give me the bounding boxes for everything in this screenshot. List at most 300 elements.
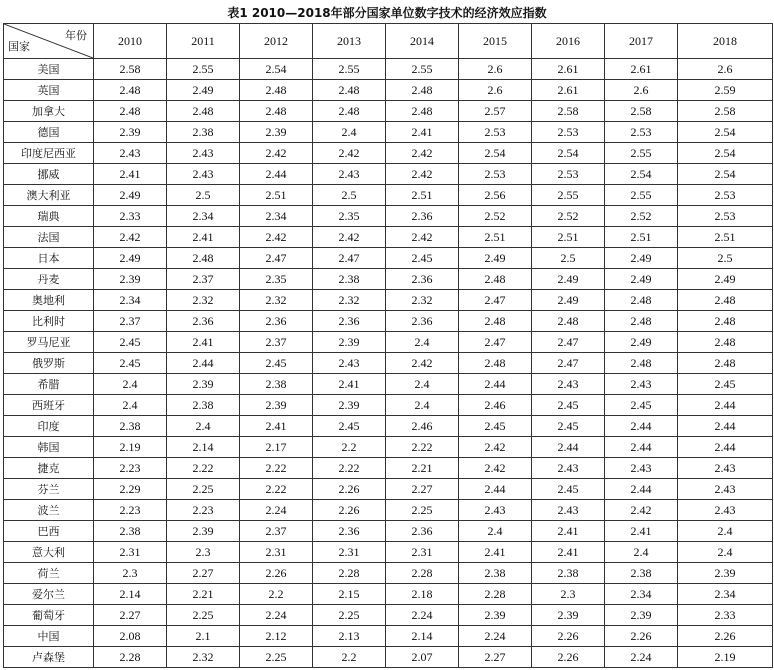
value-cell: 2.2 bbox=[313, 647, 386, 668]
table-row bbox=[4, 374, 773, 395]
value-cell: 2.48 bbox=[605, 290, 678, 311]
value-cell: 2.24 bbox=[240, 500, 313, 521]
value-cell: 2.38 bbox=[532, 563, 605, 584]
value-cell: 2.47 bbox=[313, 248, 386, 269]
table-row bbox=[4, 164, 773, 185]
value-cell: 2.51 bbox=[459, 227, 532, 248]
value-cell: 2.6 bbox=[605, 80, 678, 101]
value-cell: 2.42 bbox=[386, 143, 459, 164]
value-cell: 2.53 bbox=[678, 206, 773, 227]
value-cell: 2.39 bbox=[605, 605, 678, 626]
value-cell: 2.45 bbox=[532, 395, 605, 416]
country-cell: 荷兰 bbox=[4, 563, 94, 584]
value-cell: 2.43 bbox=[94, 143, 167, 164]
table-row bbox=[4, 248, 773, 269]
value-cell: 2.43 bbox=[605, 458, 678, 479]
table-row bbox=[4, 353, 773, 374]
value-cell: 2.27 bbox=[386, 479, 459, 500]
value-cell: 2.55 bbox=[313, 59, 386, 80]
value-cell: 2.36 bbox=[313, 521, 386, 542]
value-cell: 2.31 bbox=[240, 542, 313, 563]
value-cell: 2.51 bbox=[240, 185, 313, 206]
country-cell: 加拿大 bbox=[4, 101, 94, 122]
value-cell: 2.45 bbox=[313, 416, 386, 437]
year-header: 2014 bbox=[386, 24, 459, 59]
table-row bbox=[4, 479, 773, 500]
value-cell: 2.48 bbox=[459, 353, 532, 374]
country-cell: 罗马尼亚 bbox=[4, 332, 94, 353]
value-cell: 2.3 bbox=[94, 563, 167, 584]
value-cell: 2.41 bbox=[240, 416, 313, 437]
value-cell: 2.4 bbox=[94, 374, 167, 395]
value-cell: 2.51 bbox=[532, 227, 605, 248]
value-cell: 2.42 bbox=[313, 227, 386, 248]
value-cell: 2.26 bbox=[532, 647, 605, 668]
value-cell: 2.12 bbox=[240, 626, 313, 647]
value-cell: 2.26 bbox=[678, 626, 773, 647]
value-cell: 2.34 bbox=[240, 206, 313, 227]
country-cell: 葡萄牙 bbox=[4, 605, 94, 626]
value-cell: 2.38 bbox=[605, 563, 678, 584]
table-row bbox=[4, 605, 773, 626]
table-row bbox=[4, 59, 773, 80]
value-cell: 2.44 bbox=[240, 164, 313, 185]
value-cell: 2.36 bbox=[240, 311, 313, 332]
value-cell: 2.42 bbox=[386, 227, 459, 248]
value-cell: 2.37 bbox=[240, 332, 313, 353]
value-cell: 2.49 bbox=[94, 248, 167, 269]
country-cell: 日本 bbox=[4, 248, 94, 269]
value-cell: 2.48 bbox=[94, 80, 167, 101]
value-cell: 2.26 bbox=[313, 500, 386, 521]
value-cell: 2.22 bbox=[167, 458, 240, 479]
value-cell: 2.28 bbox=[94, 647, 167, 668]
value-cell: 2.43 bbox=[678, 500, 773, 521]
country-cell: 德国 bbox=[4, 122, 94, 143]
value-cell: 2.43 bbox=[532, 500, 605, 521]
value-cell: 2.43 bbox=[313, 353, 386, 374]
value-cell: 2.59 bbox=[678, 80, 773, 101]
value-cell: 2.48 bbox=[678, 311, 773, 332]
table-row bbox=[4, 227, 773, 248]
country-cell: 瑞典 bbox=[4, 206, 94, 227]
value-cell: 2.32 bbox=[167, 647, 240, 668]
year-header-label: 年份 bbox=[65, 29, 87, 42]
country-cell: 丹麦 bbox=[4, 269, 94, 290]
value-cell: 2.48 bbox=[386, 80, 459, 101]
value-cell: 2.46 bbox=[386, 416, 459, 437]
value-cell: 2.42 bbox=[386, 353, 459, 374]
value-cell: 2.38 bbox=[240, 374, 313, 395]
value-cell: 2.42 bbox=[240, 143, 313, 164]
table-row bbox=[4, 143, 773, 164]
value-cell: 2.38 bbox=[167, 122, 240, 143]
value-cell: 2.14 bbox=[94, 584, 167, 605]
table-row bbox=[4, 101, 773, 122]
value-cell: 2.23 bbox=[167, 500, 240, 521]
table-row bbox=[4, 290, 773, 311]
table-row bbox=[4, 500, 773, 521]
year-header: 2017 bbox=[605, 24, 678, 59]
value-cell: 2.36 bbox=[167, 311, 240, 332]
table-row bbox=[4, 647, 773, 668]
table-row bbox=[4, 563, 773, 584]
value-cell: 2.41 bbox=[386, 122, 459, 143]
value-cell: 2.52 bbox=[459, 206, 532, 227]
country-cell: 波兰 bbox=[4, 500, 94, 521]
value-cell: 2.5 bbox=[167, 185, 240, 206]
value-cell: 2.38 bbox=[313, 269, 386, 290]
value-cell: 2.55 bbox=[167, 59, 240, 80]
value-cell: 2.25 bbox=[386, 500, 459, 521]
value-cell: 2.24 bbox=[386, 605, 459, 626]
value-cell: 2.43 bbox=[678, 479, 773, 500]
value-cell: 2.32 bbox=[240, 290, 313, 311]
value-cell: 2.48 bbox=[386, 101, 459, 122]
value-cell: 2.21 bbox=[386, 458, 459, 479]
value-cell: 2.4 bbox=[386, 332, 459, 353]
value-cell: 2.43 bbox=[313, 164, 386, 185]
value-cell: 2.35 bbox=[240, 269, 313, 290]
data-table bbox=[3, 23, 773, 668]
table-row bbox=[4, 395, 773, 416]
value-cell: 2.34 bbox=[94, 290, 167, 311]
table-row bbox=[4, 269, 773, 290]
value-cell: 2.22 bbox=[313, 458, 386, 479]
country-cell: 比利时 bbox=[4, 311, 94, 332]
value-cell: 2.3 bbox=[167, 542, 240, 563]
value-cell: 2.36 bbox=[386, 206, 459, 227]
value-cell: 2.54 bbox=[459, 143, 532, 164]
country-cell: 澳大利亚 bbox=[4, 185, 94, 206]
value-cell: 2.45 bbox=[459, 416, 532, 437]
value-cell: 2.61 bbox=[532, 59, 605, 80]
value-cell: 2.48 bbox=[313, 101, 386, 122]
value-cell: 2.51 bbox=[386, 185, 459, 206]
value-cell: 2.39 bbox=[313, 332, 386, 353]
value-cell: 2.48 bbox=[240, 101, 313, 122]
value-cell: 2.48 bbox=[678, 332, 773, 353]
value-cell: 2.25 bbox=[167, 605, 240, 626]
value-cell: 2.14 bbox=[386, 626, 459, 647]
value-cell: 2.48 bbox=[459, 311, 532, 332]
value-cell: 2.27 bbox=[94, 605, 167, 626]
country-cell: 希腊 bbox=[4, 374, 94, 395]
table-row bbox=[4, 626, 773, 647]
value-cell: 2.44 bbox=[678, 437, 773, 458]
value-cell: 2.48 bbox=[240, 80, 313, 101]
country-cell: 印度 bbox=[4, 416, 94, 437]
value-cell: 2.32 bbox=[167, 290, 240, 311]
value-cell: 2.41 bbox=[605, 521, 678, 542]
value-cell: 2.49 bbox=[459, 248, 532, 269]
value-cell: 2.38 bbox=[94, 521, 167, 542]
value-cell: 2.6 bbox=[459, 80, 532, 101]
value-cell: 2.4 bbox=[678, 542, 773, 563]
corner-header-cell bbox=[4, 24, 94, 59]
country-cell: 印度尼西亚 bbox=[4, 143, 94, 164]
value-cell: 2.32 bbox=[313, 290, 386, 311]
value-cell: 2.28 bbox=[459, 584, 532, 605]
year-header: 2015 bbox=[459, 24, 532, 59]
value-cell: 2.37 bbox=[167, 269, 240, 290]
value-cell: 2.21 bbox=[167, 584, 240, 605]
value-cell: 2.39 bbox=[313, 395, 386, 416]
country-cell: 俄罗斯 bbox=[4, 353, 94, 374]
country-cell: 韩国 bbox=[4, 437, 94, 458]
value-cell: 2.4 bbox=[678, 521, 773, 542]
country-cell: 卢森堡 bbox=[4, 647, 94, 668]
value-cell: 2.39 bbox=[678, 563, 773, 584]
value-cell: 2.4 bbox=[459, 521, 532, 542]
table-row bbox=[4, 80, 773, 101]
value-cell: 2.55 bbox=[605, 143, 678, 164]
value-cell: 2.53 bbox=[459, 164, 532, 185]
value-cell: 2.36 bbox=[313, 311, 386, 332]
value-cell: 2.58 bbox=[678, 101, 773, 122]
country-cell: 美国 bbox=[4, 59, 94, 80]
value-cell: 2.48 bbox=[678, 353, 773, 374]
value-cell: 2.49 bbox=[605, 332, 678, 353]
value-cell: 2.26 bbox=[313, 479, 386, 500]
value-cell: 2.33 bbox=[678, 605, 773, 626]
value-cell: 2.29 bbox=[94, 479, 167, 500]
value-cell: 2.48 bbox=[532, 311, 605, 332]
value-cell: 2.54 bbox=[678, 164, 773, 185]
value-cell: 2.2 bbox=[240, 584, 313, 605]
table-row bbox=[4, 122, 773, 143]
value-cell: 2.41 bbox=[167, 332, 240, 353]
value-cell: 2.61 bbox=[605, 59, 678, 80]
value-cell: 2.25 bbox=[313, 605, 386, 626]
value-cell: 2.22 bbox=[240, 479, 313, 500]
value-cell: 2.49 bbox=[532, 290, 605, 311]
value-cell: 2.54 bbox=[678, 122, 773, 143]
value-cell: 2.28 bbox=[386, 563, 459, 584]
value-cell: 2.42 bbox=[459, 437, 532, 458]
value-cell: 2.13 bbox=[313, 626, 386, 647]
table-row bbox=[4, 437, 773, 458]
value-cell: 2.42 bbox=[605, 500, 678, 521]
value-cell: 2.43 bbox=[459, 500, 532, 521]
value-cell: 2.47 bbox=[240, 248, 313, 269]
value-cell: 2.28 bbox=[313, 563, 386, 584]
table-row bbox=[4, 584, 773, 605]
value-cell: 2.48 bbox=[605, 311, 678, 332]
country-cell: 英国 bbox=[4, 80, 94, 101]
value-cell: 2.54 bbox=[605, 164, 678, 185]
value-cell: 2.47 bbox=[459, 290, 532, 311]
value-cell: 2.17 bbox=[240, 437, 313, 458]
value-cell: 2.54 bbox=[678, 143, 773, 164]
value-cell: 2.42 bbox=[386, 164, 459, 185]
value-cell: 2.39 bbox=[459, 605, 532, 626]
value-cell: 2.57 bbox=[459, 101, 532, 122]
table-row bbox=[4, 311, 773, 332]
value-cell: 2.56 bbox=[459, 185, 532, 206]
value-cell: 2.46 bbox=[459, 395, 532, 416]
table-body bbox=[4, 59, 773, 668]
value-cell: 2.45 bbox=[240, 353, 313, 374]
value-cell: 2.4 bbox=[386, 395, 459, 416]
value-cell: 2.58 bbox=[532, 101, 605, 122]
value-cell: 2.49 bbox=[605, 248, 678, 269]
value-cell: 2.41 bbox=[532, 521, 605, 542]
value-cell: 2.34 bbox=[605, 584, 678, 605]
value-cell: 2.53 bbox=[678, 185, 773, 206]
header-row bbox=[4, 24, 773, 59]
value-cell: 2.49 bbox=[167, 80, 240, 101]
value-cell: 2.1 bbox=[167, 626, 240, 647]
country-cell: 爱尔兰 bbox=[4, 584, 94, 605]
value-cell: 2.41 bbox=[94, 164, 167, 185]
value-cell: 2.53 bbox=[605, 122, 678, 143]
value-cell: 2.23 bbox=[94, 458, 167, 479]
value-cell: 2.38 bbox=[167, 395, 240, 416]
value-cell: 2.39 bbox=[167, 374, 240, 395]
value-cell: 2.43 bbox=[605, 374, 678, 395]
value-cell: 2.54 bbox=[240, 59, 313, 80]
value-cell: 2.5 bbox=[678, 248, 773, 269]
value-cell: 2.48 bbox=[605, 353, 678, 374]
value-cell: 2.45 bbox=[605, 395, 678, 416]
value-cell: 2.36 bbox=[386, 269, 459, 290]
value-cell: 2.44 bbox=[605, 479, 678, 500]
value-cell: 2.4 bbox=[167, 416, 240, 437]
value-cell: 2.22 bbox=[240, 458, 313, 479]
value-cell: 2.43 bbox=[532, 458, 605, 479]
value-cell: 2.44 bbox=[459, 479, 532, 500]
value-cell: 2.34 bbox=[678, 584, 773, 605]
value-cell: 2.35 bbox=[313, 206, 386, 227]
value-cell: 2.53 bbox=[459, 122, 532, 143]
table-row bbox=[4, 332, 773, 353]
value-cell: 2.31 bbox=[386, 542, 459, 563]
value-cell: 2.52 bbox=[605, 206, 678, 227]
value-cell: 2.45 bbox=[532, 416, 605, 437]
value-cell: 2.39 bbox=[167, 521, 240, 542]
value-cell: 2.44 bbox=[459, 374, 532, 395]
country-cell: 意大利 bbox=[4, 542, 94, 563]
value-cell: 2.38 bbox=[459, 563, 532, 584]
country-cell: 挪威 bbox=[4, 164, 94, 185]
value-cell: 2.19 bbox=[94, 437, 167, 458]
value-cell: 2.45 bbox=[386, 248, 459, 269]
value-cell: 2.48 bbox=[678, 290, 773, 311]
value-cell: 2.22 bbox=[386, 437, 459, 458]
value-cell: 2.26 bbox=[532, 626, 605, 647]
value-cell: 2.44 bbox=[605, 437, 678, 458]
value-cell: 2.18 bbox=[386, 584, 459, 605]
value-cell: 2.45 bbox=[532, 479, 605, 500]
year-header: 2013 bbox=[313, 24, 386, 59]
value-cell: 2.43 bbox=[678, 458, 773, 479]
value-cell: 2.53 bbox=[532, 164, 605, 185]
value-cell: 2.55 bbox=[386, 59, 459, 80]
value-cell: 2.44 bbox=[678, 416, 773, 437]
year-header: 2010 bbox=[94, 24, 167, 59]
value-cell: 2.58 bbox=[94, 59, 167, 80]
value-cell: 2.34 bbox=[167, 206, 240, 227]
value-cell: 2.24 bbox=[459, 626, 532, 647]
value-cell: 2.39 bbox=[94, 122, 167, 143]
value-cell: 2.6 bbox=[678, 59, 773, 80]
value-cell: 2.31 bbox=[94, 542, 167, 563]
value-cell: 2.3 bbox=[532, 584, 605, 605]
value-cell: 2.52 bbox=[532, 206, 605, 227]
value-cell: 2.53 bbox=[532, 122, 605, 143]
year-header: 2016 bbox=[532, 24, 605, 59]
value-cell: 2.31 bbox=[313, 542, 386, 563]
value-cell: 2.44 bbox=[678, 395, 773, 416]
value-cell: 2.39 bbox=[532, 605, 605, 626]
value-cell: 2.51 bbox=[605, 227, 678, 248]
value-cell: 2.61 bbox=[532, 80, 605, 101]
value-cell: 2.48 bbox=[94, 101, 167, 122]
value-cell: 2.23 bbox=[94, 500, 167, 521]
country-cell: 法国 bbox=[4, 227, 94, 248]
country-cell: 芬兰 bbox=[4, 479, 94, 500]
country-cell: 西班牙 bbox=[4, 395, 94, 416]
value-cell: 2.27 bbox=[459, 647, 532, 668]
value-cell: 2.25 bbox=[240, 647, 313, 668]
value-cell: 2.41 bbox=[532, 542, 605, 563]
value-cell: 2.48 bbox=[167, 248, 240, 269]
value-cell: 2.33 bbox=[94, 206, 167, 227]
value-cell: 2.24 bbox=[605, 647, 678, 668]
value-cell: 2.44 bbox=[605, 416, 678, 437]
table-row bbox=[4, 416, 773, 437]
value-cell: 2.49 bbox=[678, 269, 773, 290]
country-cell: 捷克 bbox=[4, 458, 94, 479]
value-cell: 2.42 bbox=[240, 227, 313, 248]
value-cell: 2.48 bbox=[459, 269, 532, 290]
value-cell: 2.44 bbox=[167, 353, 240, 374]
year-header: 2012 bbox=[240, 24, 313, 59]
value-cell: 2.43 bbox=[167, 164, 240, 185]
value-cell: 2.25 bbox=[167, 479, 240, 500]
table-title: 表1 2010—2018年部分国家单位数字技术的经济效应指数 bbox=[227, 6, 547, 20]
value-cell: 2.49 bbox=[605, 269, 678, 290]
value-cell: 2.45 bbox=[94, 353, 167, 374]
value-cell: 2.47 bbox=[532, 332, 605, 353]
value-cell: 2.42 bbox=[313, 143, 386, 164]
value-cell: 2.42 bbox=[459, 458, 532, 479]
value-cell: 2.54 bbox=[532, 143, 605, 164]
value-cell: 2.49 bbox=[532, 269, 605, 290]
value-cell: 2.07 bbox=[386, 647, 459, 668]
value-cell: 2.19 bbox=[678, 647, 773, 668]
value-cell: 2.55 bbox=[605, 185, 678, 206]
value-cell: 2.4 bbox=[605, 542, 678, 563]
value-cell: 2.24 bbox=[240, 605, 313, 626]
value-cell: 2.4 bbox=[386, 374, 459, 395]
value-cell: 2.47 bbox=[532, 353, 605, 374]
table-row bbox=[4, 458, 773, 479]
value-cell: 2.27 bbox=[167, 563, 240, 584]
value-cell: 2.36 bbox=[386, 521, 459, 542]
table-row bbox=[4, 521, 773, 542]
value-cell: 2.39 bbox=[94, 269, 167, 290]
value-cell: 2.5 bbox=[532, 248, 605, 269]
year-header: 2011 bbox=[167, 24, 240, 59]
year-header: 2018 bbox=[678, 24, 773, 59]
value-cell: 2.55 bbox=[532, 185, 605, 206]
value-cell: 2.47 bbox=[459, 332, 532, 353]
value-cell: 2.45 bbox=[678, 374, 773, 395]
value-cell: 2.4 bbox=[313, 122, 386, 143]
country-cell: 中国 bbox=[4, 626, 94, 647]
